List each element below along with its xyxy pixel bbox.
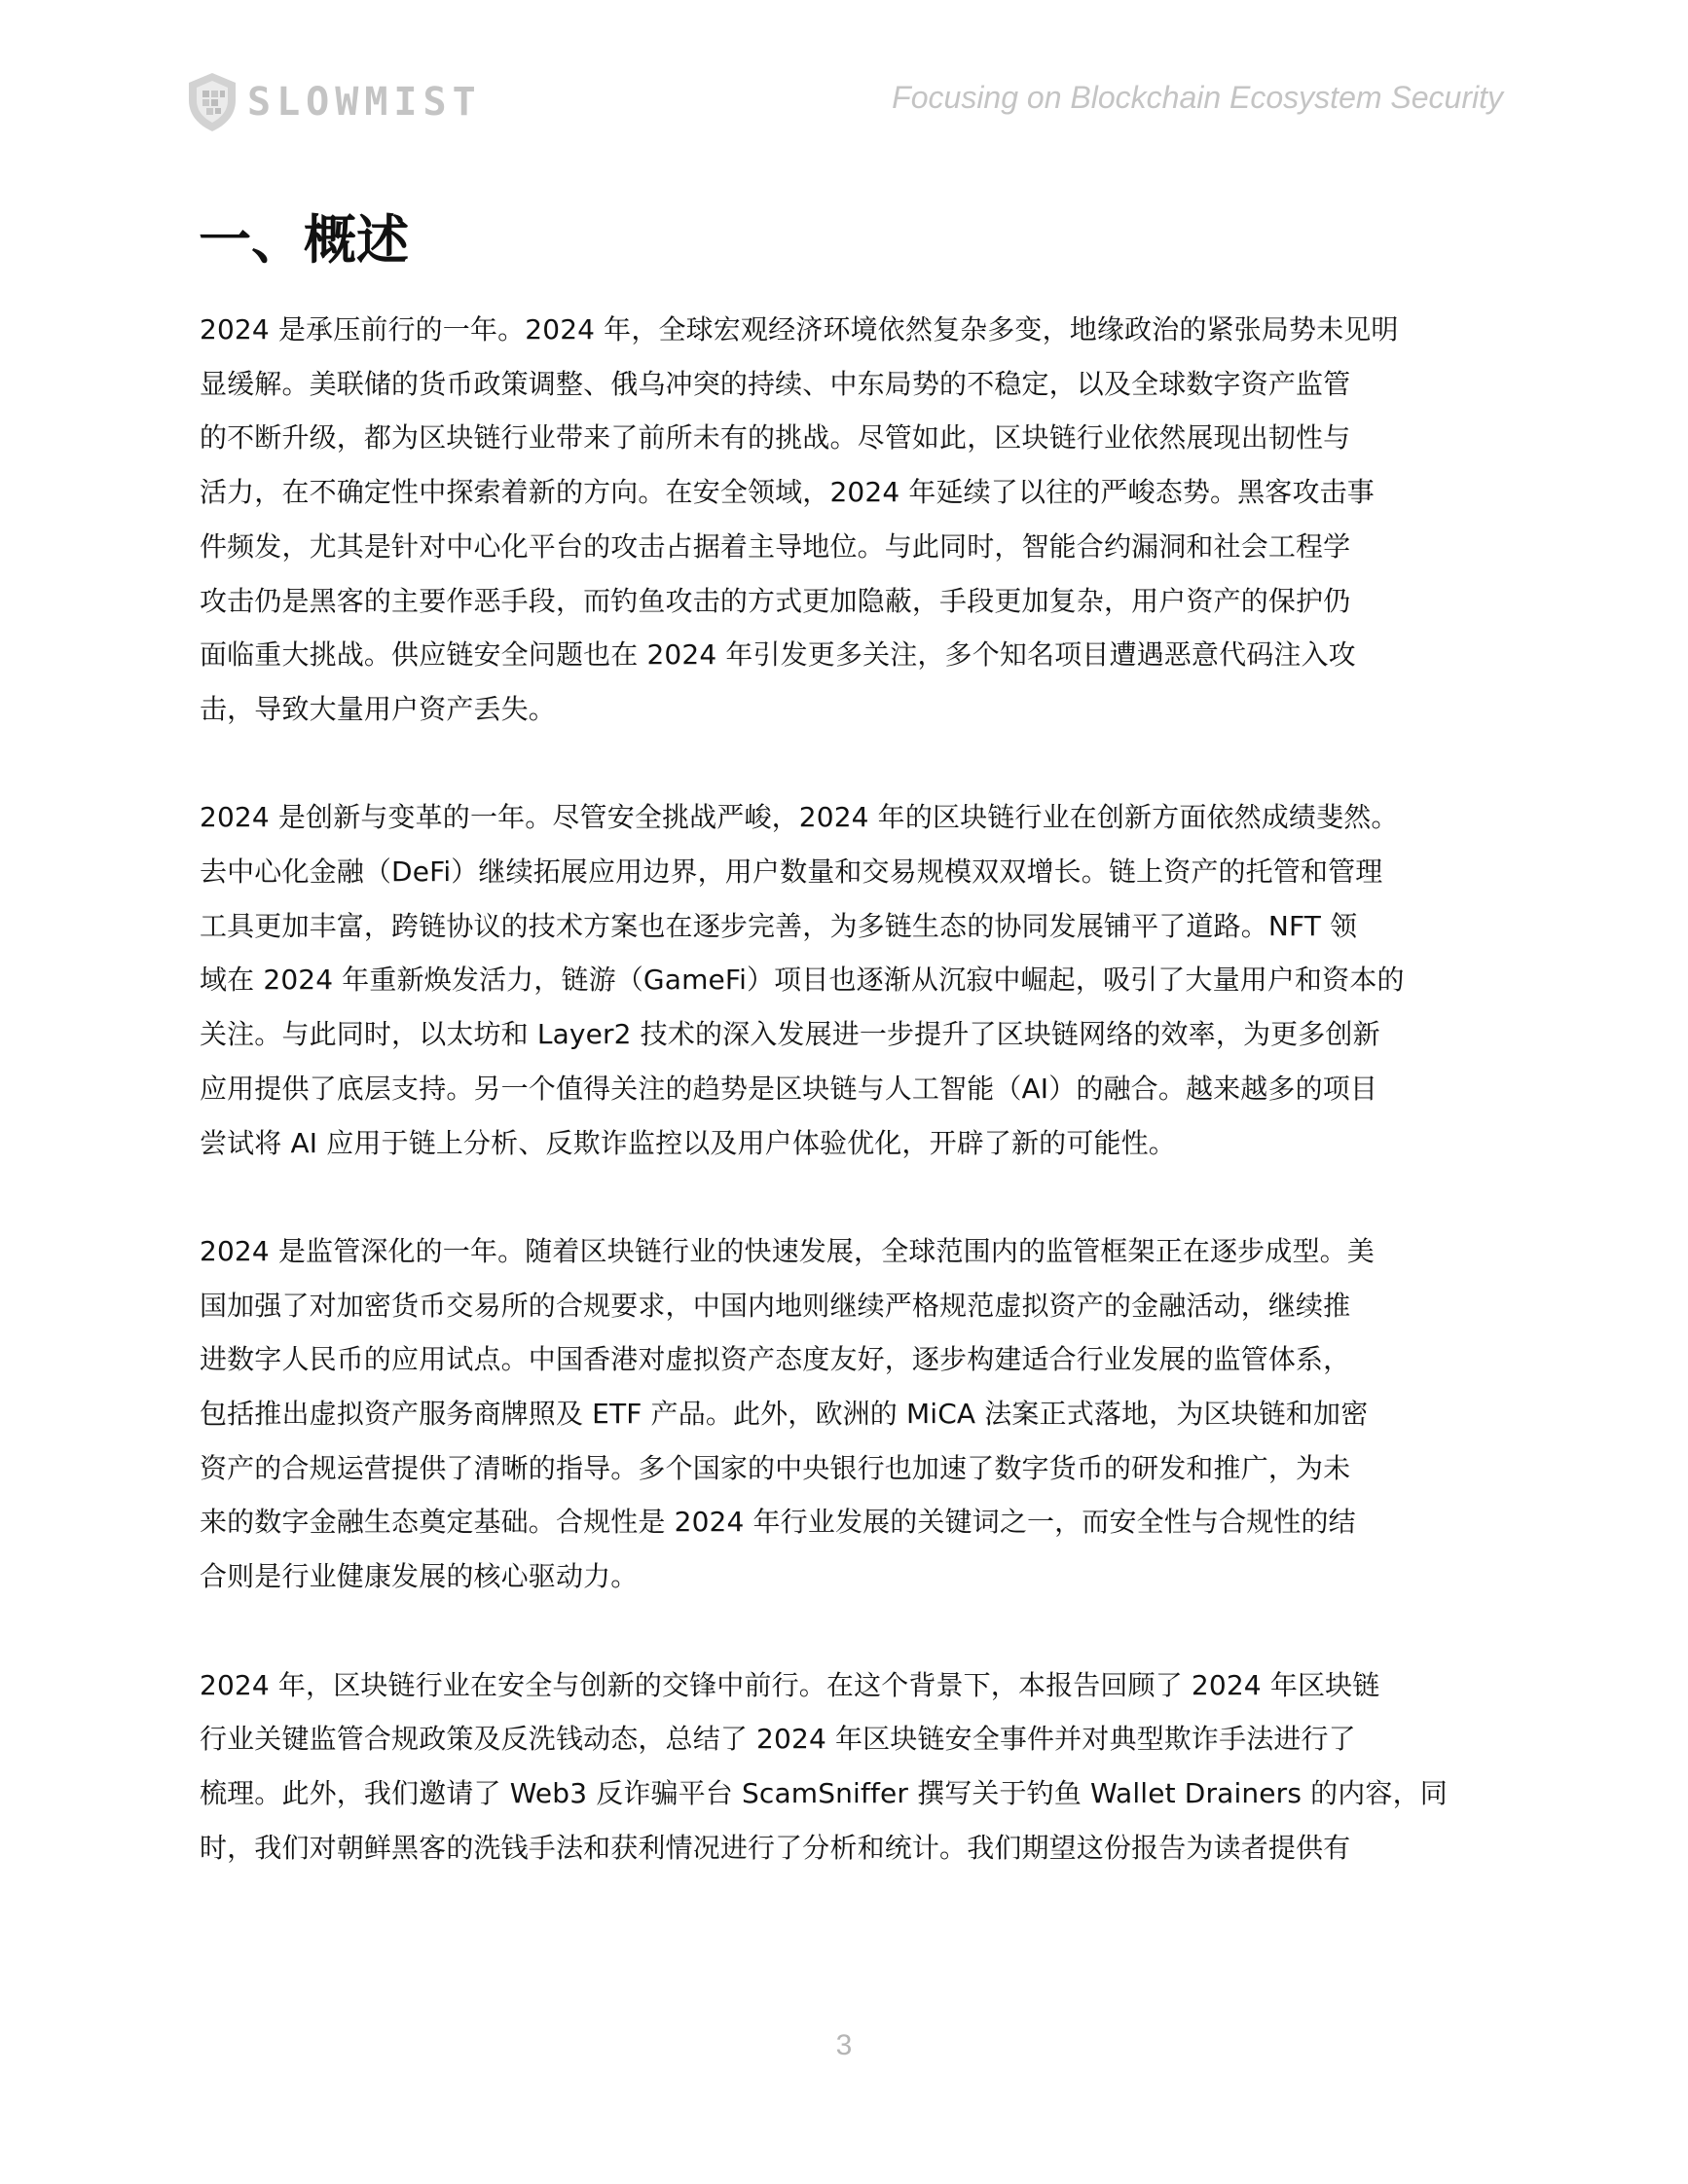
text-line: 2024 是承压前行的一年。2024 年，全球宏观经济环境依然复杂多变，地缘政治的紧张局势未见明 [200, 313, 1399, 346]
paragraph-gap [200, 1170, 1494, 1224]
text-line: 击，导致大量用户资产丢失。 [200, 692, 556, 725]
paragraph-regulation [200, 1224, 1494, 1604]
text-line: 工具更加丰富，跨链协议的技术方案也在逐步完善，为多链生态的协同发展铺平了道路。NFT 领 [200, 909, 1358, 942]
paragraph-innovation [200, 790, 1494, 1170]
text-line: 活力，在不确定性中探索着新的方向。在安全领域，2024 年延续了以往的严峻态势。黑客攻击事 [200, 476, 1375, 509]
text-line: 显缓解。美联储的货币政策调整、俄乌冲突的持续、中东局势的不稳定，以及全球数字资产监管 [200, 367, 1351, 400]
logo-wordmark: SLOWMIST [247, 80, 482, 125]
slowmist-logo [185, 70, 482, 134]
paragraph-report-overview [200, 1658, 1494, 1875]
text-line: 面临重大挑战。供应链安全问题也在 2024 年引发更多关注，多个知名项目遭遇恶意代码注入攻 [200, 638, 1356, 672]
paragraph-gap [200, 1604, 1494, 1658]
text-line: 梳理。此外，我们邀请了 Web3 反诈骗平台 ScamSniffer 撰写关于钓鱼 Wallet Drainers 的内容，同 [200, 1776, 1448, 1809]
text-line: 件频发，尤其是针对中心化平台的攻击占据着主导地位。与此同时，智能合约漏洞和社会工程学 [200, 529, 1351, 563]
text-line: 域在 2024 年重新焕发活力，链游（GameFi）项目也逐渐从沉寂中崛起，吸引了大量用户和资本的 [200, 964, 1405, 997]
text-line: 资产的合规运营提供了清晰的指导。多个国家的中央银行也加速了数字货币的研发和推广，为未 [200, 1451, 1351, 1484]
text-line: 合则是行业健康发展的核心驱动力。 [200, 1560, 639, 1593]
text-line: 包括推出虚拟资产服务商牌照及 ETF 产品。此外，欧洲的 MiCA 法案正式落地，为区块链和加密 [200, 1398, 1369, 1431]
text-line: 2024 年，区块链行业在安全与创新的交锋中前行。在这个背景下，本报告回顾了 2024 年区块链 [200, 1668, 1380, 1701]
section-title: 一、概述 [199, 209, 409, 271]
page-number: 3 [835, 2029, 853, 2061]
text-line: 进数字人民币的应用试点。中国香港对虚拟资产态度友好，逐步构建适合行业发展的监管体系， [200, 1343, 1351, 1376]
text-line: 时，我们对朝鲜黑客的洗钱手法和获利情况进行了分析和统计。我们期望这份报告为读者提供有 [200, 1831, 1351, 1864]
text-line: 攻击仍是黑客的主要作恶手段，而钓鱼攻击的方式更加隐蔽，手段更加复杂，用户资产的保护仍 [200, 584, 1351, 617]
text-line: 2024 是监管深化的一年。随着区块链行业的快速发展，全球范围内的监管框架正在逐步成型。美 [200, 1234, 1375, 1267]
text-line: 应用提供了底层支持。另一个值得关注的趋势是区块链与人工智能（AI）的融合。越来越多的项目 [200, 1072, 1378, 1105]
paragraph-gap [200, 737, 1494, 791]
text-line: 的不断升级，都为区块链行业带来了前所未有的挑战。尽管如此，区块链行业依然展现出韧性与 [200, 421, 1351, 455]
text-line: 来的数字金融生态奠定基础。合规性是 2024 年行业发展的关键词之一，而安全性与合规性的结 [200, 1506, 1356, 1539]
text-line: 2024 是创新与变革的一年。尽管安全挑战严峻，2024 年的区块链行业在创新方面依然成绩斐然。 [200, 801, 1399, 834]
paragraph-challenges [200, 303, 1494, 737]
text-line: 尝试将 AI 应用于链上分析、反欺诈监控以及用户体验优化，开辟了新的可能性。 [200, 1126, 1176, 1159]
text-line: 行业关键监管合规政策及反洗钱动态，总结了 2024 年区块链安全事件并对典型欺诈手法进行了 [200, 1723, 1356, 1756]
text-line: 去中心化金融（DeFi）继续拓展应用边界，用户数量和交易规模双双增长。链上资产的托管和管理 [200, 855, 1383, 889]
text-line: 关注。与此同时，以太坊和 Layer2 技术的深入发展进一步提升了区块链网络的效率，为更多创新 [200, 1018, 1380, 1051]
text-line: 国加强了对加密货币交易所的合规要求，中国内地则继续严格规范虚拟资产的金融活动，继续推 [200, 1289, 1351, 1322]
page-header [185, 70, 1503, 138]
shield-logo-icon [185, 71, 239, 133]
header-tagline: Focusing on Blockchain Ecosystem Security [892, 80, 1503, 115]
body-content [200, 303, 1494, 1875]
